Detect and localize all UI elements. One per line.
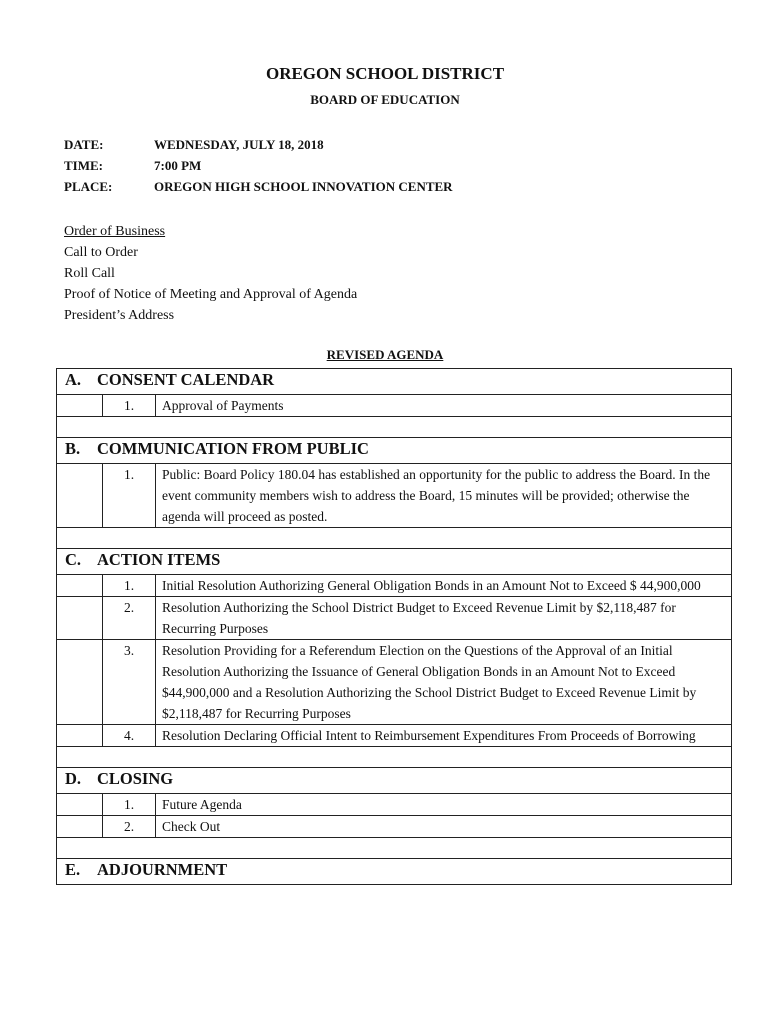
- item-number: 4.: [103, 725, 156, 747]
- item-number: 1.: [103, 395, 156, 417]
- section-header-d: [57, 768, 732, 794]
- document-title: OREGON SCHOOL DISTRICT: [265, 64, 505, 83]
- order-item: Call to Order: [64, 245, 138, 260]
- section-title: ACTION ITEMS: [97, 550, 221, 569]
- revised-agenda-heading: REVISED AGENDA: [326, 347, 444, 362]
- table-row: [57, 816, 732, 838]
- section-letter: C.: [65, 550, 82, 569]
- table-row: [57, 464, 732, 528]
- section-letter: B.: [65, 439, 81, 458]
- section-letter: E.: [65, 860, 81, 879]
- spacer-row: [57, 747, 732, 768]
- order-of-business: [64, 221, 357, 326]
- order-item: President’s Address: [64, 308, 175, 323]
- section-title: CONSENT CALENDAR: [97, 370, 275, 389]
- spacer-row: [57, 417, 732, 438]
- item-number: 3.: [103, 640, 156, 725]
- table-row: [57, 725, 732, 747]
- item-text: Approval of Payments: [156, 395, 732, 417]
- spacer-row: [57, 528, 732, 549]
- table-row: [57, 395, 732, 417]
- meta-row-place: [64, 179, 453, 200]
- section-letter: D.: [65, 769, 82, 788]
- section-letter: A.: [65, 370, 82, 389]
- table-row: [57, 575, 732, 597]
- agenda-table: [56, 368, 732, 885]
- order-item: Proof of Notice of Meeting and Approval of Agenda: [64, 287, 358, 302]
- section-header-e: [57, 859, 732, 885]
- meta-row-date: [64, 137, 453, 158]
- meeting-details: [64, 137, 453, 200]
- item-text: Check Out: [156, 816, 732, 838]
- table-row: [57, 597, 732, 640]
- section-header-b: [57, 438, 732, 464]
- item-text: Initial Resolution Authorizing General Obligation Bonds in an Amount Not to Exceed $ 44,900,000: [156, 575, 732, 597]
- section-title: ADJOURNMENT: [97, 860, 228, 879]
- meta-value: WEDNESDAY, JULY 18, 2018: [154, 137, 324, 152]
- meta-value: OREGON HIGH SCHOOL INNOVATION CENTER: [154, 179, 453, 194]
- item-number: 2.: [103, 597, 156, 640]
- item-text: Resolution Authorizing the School District Budget to Exceed Revenue Limit by $2,118,487 for Recurring Purposes: [156, 597, 732, 640]
- meta-value: 7:00 PM: [154, 158, 202, 173]
- document-subtitle: BOARD OF EDUCATION: [310, 92, 460, 107]
- item-text: Public: Board Policy 180.04 has established an opportunity for the public to address the Board. In the event community members wish to address the Board, 15 minutes will be provided; otherwise the agenda will proceed as posted.: [156, 464, 732, 528]
- section-header-a: [57, 369, 732, 395]
- item-number: 1.: [103, 464, 156, 528]
- meta-key: TIME:: [64, 158, 103, 173]
- item-text: Resolution Declaring Official Intent to Reimbursement Expenditures From Proceeds of Borrowing: [156, 725, 732, 747]
- table-row: [57, 794, 732, 816]
- item-number: 1.: [103, 575, 156, 597]
- order-heading: Order of Business: [64, 224, 166, 239]
- section-title: CLOSING: [97, 769, 174, 788]
- table-row: [57, 640, 732, 725]
- item-text: Resolution Providing for a Referendum Election on the Questions of the Approval of an Initial Resolution Authorizing the Issuance of General Obligation Bonds in an Amount Not to Exceed $44,900,000 and a Resolution Authorizing the School District Budget to Exceed Revenue Limit by $2,118,487 for Recurring Purposes: [156, 640, 732, 725]
- item-number: 2.: [103, 816, 156, 838]
- meta-row-time: [64, 158, 453, 179]
- meta-key: DATE:: [64, 137, 104, 152]
- item-number: 1.: [103, 794, 156, 816]
- section-title: COMMUNICATION FROM PUBLIC: [97, 439, 369, 458]
- item-text: Future Agenda: [156, 794, 732, 816]
- meta-key: PLACE:: [64, 179, 113, 194]
- order-item: Roll Call: [64, 266, 115, 281]
- section-header-c: [57, 549, 732, 575]
- spacer-row: [57, 838, 732, 859]
